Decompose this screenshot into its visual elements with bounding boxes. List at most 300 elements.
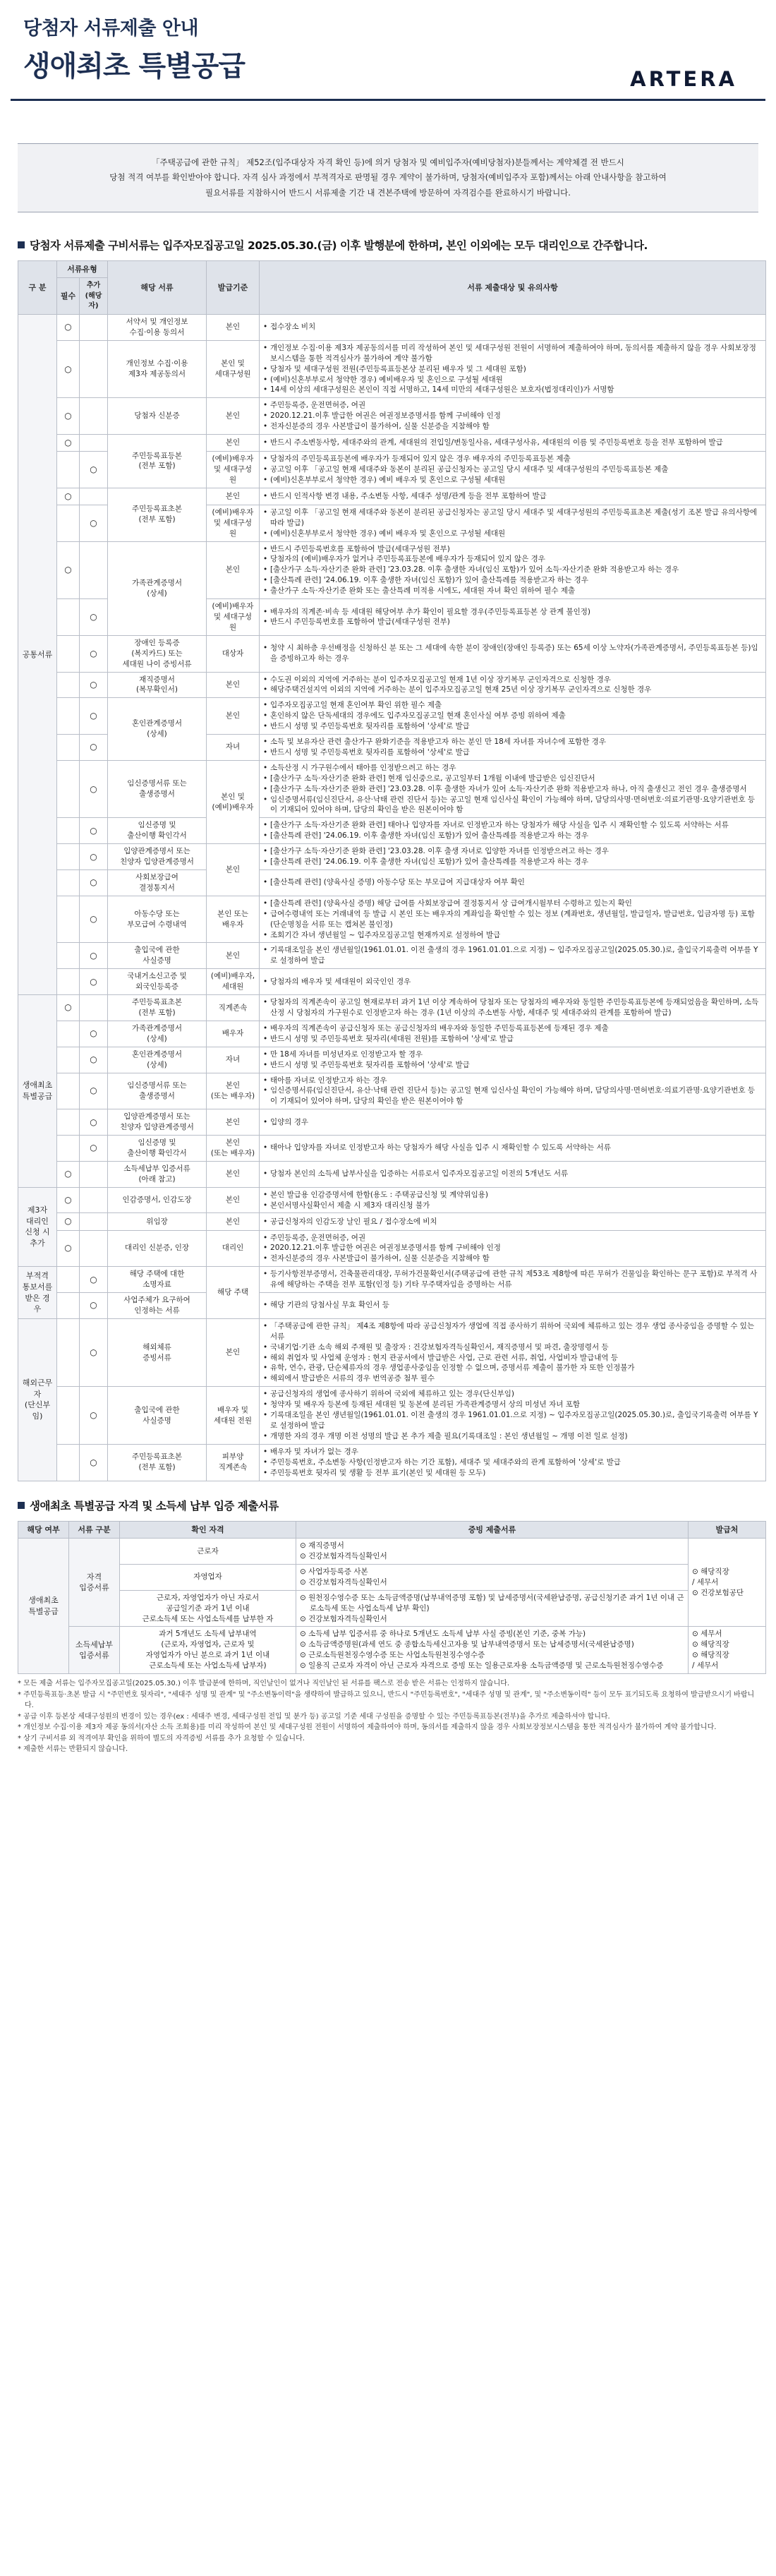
required-mark — [57, 896, 80, 943]
detail-cell — [260, 1187, 766, 1213]
detail-item: • 태아를 자녀로 인정받고자 하는 경우 — [263, 1076, 762, 1086]
detail-list — [263, 544, 762, 597]
detail-item: • [출산가구 소득·자산기준 완화 관련] '23.03.28. 이후 출생 자녀로 입양한 자녀를 인정받으려고 하는 경우 — [263, 846, 762, 857]
required-mark — [57, 672, 80, 698]
detail-item: • 접수장소 비치 — [263, 322, 762, 332]
document-name: 가족관계증명서 (상세) — [108, 541, 207, 635]
category-cell: 부적격 통보서를 받은 경우 — [18, 1267, 57, 1319]
document-name: 출입국에 관한 사실증명 — [108, 943, 207, 969]
document-name: 임신증명 및 출산이행 확인각서 — [108, 1136, 207, 1162]
detail-cell — [260, 541, 766, 599]
detail-item: • 해외 취업자 및 사업체 운영자 : 현지 관공서에서 발급받은 사업, 근로 관련 서류, 취업, 사업비자 발급내역 등 — [263, 1353, 762, 1364]
required-mark: ○ — [57, 314, 80, 340]
detail-list — [263, 1447, 762, 1479]
detail-list — [263, 820, 762, 841]
docs-item: ⊙ 일용직 근로자 자격이 아닌 근로자 자격으로 증빙 또는 일용근로자용 소득금액증명 및 근로소득원천징수영수증 — [300, 1661, 664, 1671]
detail-cell — [260, 1161, 766, 1187]
detail-list — [263, 322, 762, 332]
table-row — [18, 1318, 766, 1386]
document-name: 가족관계증명서 (상세) — [108, 1021, 207, 1047]
required-mark — [57, 969, 80, 995]
issue-basis: 대상자 — [207, 635, 260, 672]
additional-mark: ○ — [80, 760, 108, 818]
detail-list — [263, 643, 762, 664]
additional-mark: ○ — [80, 735, 108, 761]
detail-cell — [260, 1267, 766, 1293]
document-name: 혼인관계증명서 (상세) — [108, 1047, 207, 1073]
table-row — [18, 1387, 766, 1445]
table-row — [18, 870, 766, 896]
issue-basis: 본인 또는 배우자 — [207, 896, 260, 943]
additional-mark: ○ — [80, 672, 108, 698]
docs-cell — [296, 1590, 689, 1627]
additional-mark: ○ — [80, 1293, 108, 1319]
detail-item: • 국내기업·기관 소속 해외 주재원 및 출장자 : 건강보험자격득실확인서, 재직증명서 및 파견, 출장명령서 등 — [263, 1342, 762, 1353]
footnote: * 모든 제출 서류는 입주자모집공고일(2025.05.30.) 이후 발급분에 한하며, 직인날인이 없거나 직인날인 된 서류를 팩스로 전송 받은 서류는 인정하지 않습니다. — [18, 1680, 510, 1688]
issue-basis: 본인 및 (예비)배우자 — [207, 760, 260, 843]
detail-item: • 반드시 성명 및 주민등록번호 뒷자리를 포함하여 '상세'로 발급 — [263, 747, 762, 758]
table-row — [18, 1564, 766, 1590]
notice-line: 당첨 적격 여부를 확인받아야 합니다. 자격 심사 과정에서 부적격자로 판명될 경우 계약이 불가하며, 당첨자(예비입주자 포함)께서는 아래 안내사항을 참고하여 — [109, 172, 667, 183]
detail-cell — [260, 760, 766, 818]
detail-item: • 주민등록증, 운전면허증, 여권 — [263, 1233, 762, 1244]
notice-box — [18, 143, 758, 212]
footnote: * 공급 이후 등본상 세대구성원의 변경이 있는 경우(ex : 세대주 변경, 세대구성원 전입 및 분가 등) 공고일 기준 세대 구성원을 증명할 수 있는 주민등록표등본(전부)을 추가로 제출하셔야 합니다. — [18, 1712, 610, 1721]
detail-item: • 기록대조일을 본인 생년월일(1961.01.01. 이전 출생의 경우 1961.01.01.으로 지정) ~ 입주자모집공고일(2025.05.30.)로, 출입국기록출력 여부를 Y로 설정하여 발급 — [263, 945, 762, 966]
detail-item: • [출산특례 관련] '24.06.19. 이후 출생한 자녀(임신 포함)가 있어 출산특례를 적용받고자 하는 경우 — [263, 575, 762, 586]
required-mark — [57, 1021, 80, 1047]
document-name: 아동수당 또는 부모급여 수령내역 — [108, 896, 207, 943]
issue-basis: (예비)배우자 및 세대구성원 — [207, 599, 260, 636]
detail-item: • 공급신청자의 인감도장 날인 필요 / 접수장소에 비치 — [263, 1217, 762, 1227]
required-mark: ○ — [57, 1230, 80, 1267]
detail-cell — [260, 896, 766, 943]
issue-basis: 본인 및 세대구성원 — [207, 340, 260, 398]
footnote: * 개인정보 수집·이용 제3자 제공 동의서(자산 소득 조회용)를 미리 작성하여 본인 및 세대구성원 전원이 서명하여 제출하여야 하며, 동의서를 제출하지 않을 경우 사회보장정보시스템을 통한 적격심사가 불가하여 계약 불가합니다. — [18, 1723, 717, 1732]
page-title: 생애최초 특별공급 — [23, 50, 245, 83]
required-mark — [57, 1109, 80, 1136]
document-name: 임신증명서류 또는 출생증명서 — [108, 760, 207, 818]
required-mark — [57, 1444, 80, 1481]
docs-item: ⊙ 건강보험자격득실확인서 — [300, 1614, 387, 1623]
table-row — [18, 1021, 766, 1047]
detail-item: • 당첨자의 직계존속이 공고일 현재로부터 과거 1년 이상 계속하여 당첨자 또는 당첨자의 배우자와 동일한 주민등록표등본에 등재되었음을 확인하며, 소득산정 시 당첨자의 가구원수로 인정받고자 하는 경우 (1년 이상의 주소변동 사항, 세대주 및 세대주와의 관계를 포함하여 발급) — [263, 997, 762, 1018]
type-cell: 생애최초 특별공급 — [18, 1539, 69, 1674]
additional-mark: ○ — [80, 943, 108, 969]
table-row — [18, 818, 766, 844]
additional-mark: ○ — [80, 1109, 108, 1136]
document-name: 사업주체가 요구하여 인정하는 서류 — [108, 1293, 207, 1319]
additional-mark: ○ — [80, 896, 108, 943]
issuer-cell — [689, 1539, 766, 1627]
document-name: 사회보장급여 결정통지서 — [108, 870, 207, 896]
table-row — [18, 672, 766, 698]
required-mark — [57, 1387, 80, 1445]
required-documents-table — [18, 260, 766, 1481]
detail-item: • [출산가구 소득·자산기준 완화 관련] '23.03.28. 이후 출생한 자녀가 있어 소득·자산기준 완화 적용받고자 하나, 아직 출생신고 전인 경우 출생증명서 — [263, 784, 762, 795]
detail-item: • 청약 시 최하층 우선배정을 신청하신 분 또는 그 세대에 속한 분이 장애인(장애인 등록증) 또는 65세 이상 노약자(가족관계증명서, 주민등록표등본 등)임을 증빙하고자 하는 경우 — [263, 643, 762, 664]
docs-list — [300, 1629, 684, 1671]
detail-item: • 공고일 이후 「공고일 현재 세대주와 동본이 분리된 공급신청자는 공고일 당시 세대주 및 세대구성원의 주민등록표초본 제출(성기 조본 발급 유의사항에 따라 발급) — [263, 507, 762, 529]
issue-basis: 본인 — [207, 488, 260, 505]
issue-basis: 자녀 — [207, 735, 260, 761]
document-name: 입양관계증명서 또는 친양자 입양관계증명서 — [108, 844, 207, 870]
detail-list — [263, 1269, 762, 1290]
detail-cell — [260, 1021, 766, 1047]
additional-mark — [80, 541, 108, 599]
detail-item: • [출산가구 소득·자산기준 완화 관련] '23.03.28. 이후 출생한 자녀(임신 포함)가 있어 소득·자산기준 완화 적용받고자 하는 경우 — [263, 565, 762, 575]
detail-list — [263, 343, 762, 396]
additional-mark: ○ — [80, 1318, 108, 1386]
issuer-item: ⊙ 해당직장 / 세무서 — [692, 1651, 729, 1671]
detail-item: • 수도권 이외의 지역에 거주하는 분이 입주자모집공고일 현재 1년 이상 장기복무 군인자격으로 신청한 경우 — [263, 675, 762, 685]
table-row — [18, 1161, 766, 1187]
detail-list — [263, 1049, 762, 1071]
detail-item: • 소득산정 시 가구원수에서 태아를 인정받으려고 하는 경우 — [263, 763, 762, 774]
issue-basis: 본인 (또는 배우자) — [207, 1073, 260, 1109]
qualification-cell: 근로자 — [120, 1539, 296, 1565]
detail-item: • (예비)신혼부부로서 청약한 경우) 예비 배우자 및 혼인으로 구성될 세대원 — [263, 529, 762, 539]
required-mark — [57, 760, 80, 818]
detail-cell — [260, 1109, 766, 1136]
detail-item: • 「주택공급에 관한 규칙」 제4조 제8항에 따라 공급신청자가 생업에 직접 종사하기 위하여 국외에 체류하고 있는 경우 생업 종사중임을 증명할 수 있는 서류 — [263, 1321, 762, 1342]
section-square-icon — [18, 241, 25, 248]
document-name: 혼인관계증명서 (상세) — [108, 698, 207, 761]
detail-item: • 14세 이상의 세대구성원은 본인이 직접 서명하고, 14세 미만의 세대구성원은 보호자(법정대리인)가 서명함 — [263, 385, 762, 395]
docs-item: ⊙ 소득세 납부 입증서류 중 하나로 5개년도 소득세 납부 사실 증빙(본인 기준, 중복 가능) — [300, 1630, 586, 1639]
detail-item: • [출산특례 관련] (양육사실 증명) 아동수당 또는 부모급여 지급대상자 여부 확인 — [263, 877, 762, 888]
issue-basis: 본인 — [207, 1318, 260, 1386]
additional-mark: ○ — [80, 452, 108, 488]
required-mark — [57, 818, 80, 844]
table-row — [18, 1293, 766, 1319]
detail-item: • 주민등록번호 뒷자리 및 생활 등 전부 표기(본인 및 세대원 등 모두) — [263, 1468, 762, 1479]
detail-item: • 공급신청자의 생업에 종사하기 위하여 국외에 체류하고 있는 경우(단신부임) — [263, 1389, 762, 1400]
detail-cell — [260, 1073, 766, 1109]
detail-item: • 임신증명서류(임신진단서, 유산·낙태 관련 진단서 등)는 공고일 현재 임신사실 확인이 가능해야 하며, 담당의사명·면허번호·의료기관명·요양기관번호 등이 기재되어 있어야 하며, 담당의 확인을 받은 원본이어야 함 — [263, 795, 762, 816]
issue-basis: 본인 — [207, 541, 260, 599]
table-row — [18, 896, 766, 943]
detail-item: • 반드시 주소변동사항, 세대주와의 관계, 세대원의 전입일/변동일사유, 세대구성사유, 세대원의 이름 및 주민등록번호 등을 전부 포함하여 발급 — [263, 438, 762, 448]
detail-cell — [260, 698, 766, 735]
table-row — [18, 1627, 766, 1674]
detail-list — [263, 1217, 762, 1227]
detail-item: • 당첨자의 주민등록표등본에 배우자가 등재되어 있지 않은 경우 배우자의 주민등록표등본 제출 — [263, 454, 762, 464]
detail-list — [263, 454, 762, 486]
additional-mark — [80, 435, 108, 452]
footnote: * 상기 구비서류 외 적격여부 확인을 위하여 별도의 자격증빙 서류를 추가 요청할 수 있습니다. — [18, 1734, 305, 1743]
kind-cell: 자격 입증서류 — [69, 1539, 120, 1627]
detail-list — [263, 491, 762, 502]
detail-cell — [260, 488, 766, 505]
category-cell: 생애최초 특별공급 — [18, 995, 57, 1188]
footnotes — [18, 1678, 758, 1755]
issue-basis: (예비)배우자, 세대원 — [207, 969, 260, 995]
required-mark — [57, 1136, 80, 1162]
detail-cell — [260, 398, 766, 435]
issue-basis: 본인 — [207, 314, 260, 340]
required-mark — [57, 599, 80, 636]
detail-item: • 만 18세 자녀를 미성년자로 인정받고자 할 경우 — [263, 1049, 762, 1060]
table-row — [18, 1109, 766, 1136]
document-name: 개인정보 수집·이용 제3자 제공동의서 — [108, 340, 207, 398]
detail-cell — [260, 314, 766, 340]
detail-cell — [260, 1136, 766, 1162]
document-name: 입양관계증명서 또는 친양자 입양관계증명서 — [108, 1109, 207, 1136]
table-row — [18, 698, 766, 735]
document-name: 임신증명 및 출산이행 확인각서 — [108, 818, 207, 844]
detail-item: • 당첨자 본인의 소득세 납부사실을 입증하는 서류로서 입주자모집공고일 이전의 5개년도 서류 — [263, 1169, 762, 1179]
table-row — [18, 541, 766, 599]
detail-cell — [260, 1047, 766, 1073]
detail-cell — [260, 1387, 766, 1445]
issue-basis: 본인 — [207, 1109, 260, 1136]
required-mark: ○ — [57, 398, 80, 435]
page-header — [11, 0, 765, 99]
required-mark — [57, 1293, 80, 1319]
detail-cell — [260, 452, 766, 488]
category-cell: 공통서류 — [18, 314, 57, 994]
detail-item: • (예비)신혼부부로서 청약한 경우) 예비배우자 및 혼인으로 구성될 세대원 — [263, 375, 762, 385]
detail-item: • [출산가구 소득·자산기준 완화 관련] 태아나 입양자를 자녀로 인정받고자 하는 당첨자가 해당 사실을 입주 시 재확인할 수 있도록 서약하는 서류 — [263, 820, 762, 831]
detail-list — [263, 1321, 762, 1384]
detail-cell — [260, 1444, 766, 1481]
table-row — [18, 314, 766, 340]
col-header-req: 필수 — [57, 278, 80, 315]
detail-item: • 반드시 성명 및 주민등록번호 뒷자리를 포함하여 '상세'로 발급 — [263, 1060, 762, 1071]
issuer-item: ⊙ 해당직장 / 세무서 — [692, 1567, 729, 1587]
qualification-cell: 과거 5개년도 소득세 납부내역 (근로자, 자영업자, 근로자 및 자영업자가 아닌 분으로 과거 1년 이내 근로소득세 또는 사업소득세 납부자) — [120, 1627, 296, 1674]
document-name: 재직증명서 (복무확인서) — [108, 672, 207, 698]
detail-cell — [260, 870, 766, 896]
detail-list — [263, 1076, 762, 1107]
table-row — [18, 635, 766, 672]
section2-title: 생애최초 특별공급 자격 및 소득세 납부 입증 제출서류 — [18, 1498, 765, 1514]
detail-item: • 반드시 주민등록번호를 포함하여 발급(세대구성원 전부) — [263, 544, 762, 555]
category-cell: 해외근무자 (단신부임) — [18, 1318, 57, 1481]
detail-list — [263, 438, 762, 448]
footnote: * 제출한 서류는 반환되지 않습니다. — [18, 1745, 128, 1754]
additional-mark: ○ — [80, 1444, 108, 1481]
docs-cell — [296, 1564, 689, 1590]
issue-basis: 대리인 — [207, 1230, 260, 1267]
required-mark — [57, 943, 80, 969]
table-row — [18, 1230, 766, 1267]
additional-mark: ○ — [80, 1387, 108, 1445]
issue-basis: 직계존속 — [207, 995, 260, 1021]
detail-item: • 주민등록증, 운전면허증, 여권 — [263, 400, 762, 411]
required-mark — [57, 870, 80, 896]
document-name: 서약서 및 개인정보 수집·이용 동의서 — [108, 314, 207, 340]
detail-list — [263, 1117, 762, 1128]
docs-cell — [296, 1539, 689, 1565]
table-row — [18, 1444, 766, 1481]
docs-item: ⊙ 사업자등록증 사본 — [300, 1567, 368, 1576]
detail-list — [263, 607, 762, 628]
detail-list — [263, 1023, 762, 1045]
docs-item: ⊙ 근로소득원천징수영수증 또는 사업소득원천징수영수증 — [300, 1651, 485, 1660]
detail-cell — [260, 1293, 766, 1319]
table-row — [18, 1187, 766, 1213]
required-mark — [57, 452, 80, 488]
required-mark — [57, 1267, 80, 1293]
section-square-icon — [18, 1502, 25, 1509]
detail-item: • 태아나 입양자를 자녀로 인정받고자 하는 당첨자가 해당 사실을 입주 시 재확인할 수 있도록 서약하는 서류 — [263, 1143, 762, 1153]
qualification-cell: 자영업자 — [120, 1564, 296, 1590]
table-row — [18, 943, 766, 969]
detail-list — [263, 700, 762, 732]
issue-basis: 본인 — [207, 1213, 260, 1230]
detail-list — [263, 877, 762, 888]
docs-list — [300, 1567, 684, 1588]
detail-item: • 반드시 성명 및 주민등록번호 뒷자리를 포함하여 '상세'로 발급 — [263, 721, 762, 732]
table-row — [18, 1073, 766, 1109]
detail-item: • 전자신분증의 경우 사본발급이 불가하여, 실물 신분증을 지참해야 함 — [263, 1253, 762, 1264]
col-header-check: 확인 자격 — [120, 1521, 296, 1539]
additional-mark — [80, 1213, 108, 1230]
detail-list — [263, 1389, 762, 1442]
additional-mark: ○ — [80, 1021, 108, 1047]
detail-item: • 입주자모집공고일 현재 혼인여부 확인 위한 필수 제출 — [263, 700, 762, 711]
issuer-item: ⊙ 해당직장 — [692, 1640, 729, 1649]
document-name: 인감증명서, 인감도장 — [108, 1187, 207, 1213]
issue-basis: 본인 — [207, 672, 260, 698]
additional-mark: ○ — [80, 698, 108, 735]
detail-list — [263, 898, 762, 941]
detail-item: • 반드시 인적사항 변경 내용, 주소변동 사항, 세대주 성명/관계 등을 전부 포함하여 발급 — [263, 491, 762, 502]
required-mark — [57, 698, 80, 735]
document-name: 주민등록표초본 (전부 포함) — [108, 1444, 207, 1481]
col-header-docs2: 증빙 제출서류 — [296, 1521, 689, 1539]
additional-mark: ○ — [80, 1136, 108, 1162]
required-mark: ○ — [57, 1161, 80, 1187]
table-row — [18, 760, 766, 818]
section1-title: 당첨자 서류제출 구비서류는 입주자모집공고일 2025.05.30.(금) 이후 발행분에 한하며, 본인 이외에는 모두 대리인으로 간주합니다. — [18, 238, 765, 253]
docs-item: ⊙ 건강보험자격득실확인서 — [300, 1577, 387, 1587]
table-row — [18, 340, 766, 398]
detail-list — [263, 507, 762, 539]
detail-item: • 유학, 연수, 관광, 단순체류자의 경우 생업종사중임을 인정할 수 없으며, 증명서류 제출이 불가한 자 또한 인정불가 — [263, 1363, 762, 1373]
income-tax-documents-table — [18, 1521, 766, 1675]
detail-item: • [출산특례 관련] (양육사실 증명) 해당 급여를 사회보장급여 결정통지서 상 급여개시월부터 수령하고 있는지 확인 — [263, 898, 762, 909]
detail-item: • 혼인하지 않은 단독세대의 경우에도 입주자모집공고일 현재 혼인사실 여부 증빙 위하여 제출 — [263, 711, 762, 721]
detail-item: • 2020.12.21.이후 발급한 여권은 여권정보증명서를 함께 구비해야 인정 — [263, 411, 762, 421]
document-name: 임신증명서류 또는 출생증명서 — [108, 1073, 207, 1109]
detail-cell — [260, 969, 766, 995]
detail-list — [263, 997, 762, 1018]
required-mark — [57, 735, 80, 761]
col-header-kind: 서류 구분 — [69, 1521, 120, 1539]
detail-item: • 공고일 이후 「공고일 현재 세대주와 동본이 분리된 공급신청자는 공고일 당시 세대주 및 세대구성원의 주민등록표등본 제출 — [263, 464, 762, 475]
detail-list — [263, 1169, 762, 1179]
detail-item: • 기록대조일을 본인 생년월일(1961.01.01. 이전 출생의 경우 1961.01.01.으로 지정) ~ 입주자모집공고일(2025.05.30.)로, 출입국기록출력 여부를 Y로 설정하여 발급 — [263, 1410, 762, 1431]
detail-item: • 전자신분증의 경우 사본발급이 불가하여, 실물 신분증을 지참해야 함 — [263, 421, 762, 432]
detail-item: • 배우자의 직계존·비속 등 세대원 해당여부 추가 확인이 필요할 경우(주민등록표등본 상 관계 불인정) — [263, 607, 762, 618]
detail-cell — [260, 735, 766, 761]
additional-mark: ○ — [80, 870, 108, 896]
required-mark: ○ — [57, 340, 80, 398]
issue-basis: 본인 — [207, 844, 260, 896]
issue-basis: 배우자 — [207, 1021, 260, 1047]
issue-basis: 본인 (또는 배우자) — [207, 1136, 260, 1162]
document-name: 국내거소신고증 및 외국인등록증 — [108, 969, 207, 995]
notice-line: 「주택공급에 관한 규칙」 제52조(입주대상자 자격 확인 등)에 의거 당첨자 및 예비입주자(예비당첨자)분들께서는 계약체결 전 반드시 — [152, 157, 624, 167]
required-mark: ○ — [57, 1187, 80, 1213]
col-header-name: 해당 서류 — [108, 260, 207, 314]
detail-item: • 청약자 및 배우자 등본에 등재된 세대원 및 동본에 분리된 가족관계증명서 상의 미성년 자녀 포함 — [263, 1400, 762, 1410]
document-name: 소득세납부 입증서류 (아래 참고) — [108, 1161, 207, 1187]
detail-item: • 본인서명사실확인서 제출 시 제3자 대리신청 불가 — [263, 1200, 762, 1211]
required-mark: ○ — [57, 435, 80, 452]
docs-cell — [296, 1627, 689, 1674]
detail-item: • 해당 기관의 당첨사실 무효 확인서 등 — [263, 1300, 762, 1311]
detail-cell — [260, 435, 766, 452]
detail-item: • 반드시 성명 및 주민등록번호 뒷자리(세대원 전원)를 포함하여 '상세'로 발급 — [263, 1034, 762, 1045]
additional-mark — [80, 340, 108, 398]
issue-basis: 배우자 및 세대원 전원 — [207, 1387, 260, 1445]
additional-mark — [80, 398, 108, 435]
detail-item: • [출산특례 관련] '24.06.19. 이후 출생한 자녀(임신 포함)가 있어 출산특례를 적용받고자 하는 경우 — [263, 831, 762, 841]
docs-item: ⊙ 소득금액증명원(과세 연도 중 종합소득세신고자용 및 납부내역증명서 또는 납세증명서(국세완납증명) — [300, 1640, 634, 1649]
col-header-docs: 서류유형 — [57, 260, 108, 278]
detail-item: • 등기사항전부증명서, 건축물관리대장, 무허가건물확인서(주택공급에 관한 규칙 제53조 제8항에 따른 무허가 건물임을 확인하는 문구 포함)로 부적격 사유에 해당하는 주택을 전부 포함(인정 등) 기타 무주택자임을 증명하는 서류 — [263, 1269, 762, 1290]
detail-cell — [260, 340, 766, 398]
table-row — [18, 435, 766, 452]
detail-cell — [260, 1318, 766, 1386]
additional-mark — [80, 1161, 108, 1187]
notice-line: 필요서류를 지참하시어 반드시 서류제출 기간 내 견본주택에 방문하여 자격검수를 완료하시기 바랍니다. — [205, 187, 571, 198]
col-header-gubun: 구 분 — [18, 260, 57, 314]
document-name: 해당 주택에 대한 소명자료 — [108, 1267, 207, 1293]
table-row — [18, 398, 766, 435]
required-mark — [57, 635, 80, 672]
issue-basis: 본인 — [207, 1161, 260, 1187]
detail-list — [263, 1233, 762, 1265]
detail-item: • 개명한 자의 경우 개명 이전 성명의 발급 본 추가 제출 필요(기록대조일 : 본인 생년월일 ~ 개명 이전 일로 설정) — [263, 1431, 762, 1442]
detail-item: • 해당주택건설지역 이외의 지역에 거주하는 분이 입주자모집공고일 현재 25년 이상 장기복무 군인자격으로 신청한 경우 — [263, 685, 762, 695]
required-mark: ○ — [57, 541, 80, 599]
detail-item: • [출산특례 관련] '24.06.19. 이후 출생한 자녀(임신 포함)가 있어 출산특례를 적용받고자 하는 경우 — [263, 857, 762, 867]
detail-cell — [260, 672, 766, 698]
detail-item: • 당첨자의 배우자 및 세대원이 외국인인 경우 — [263, 977, 762, 987]
docs-list — [300, 1541, 684, 1562]
required-mark — [57, 1073, 80, 1109]
detail-list — [263, 675, 762, 696]
col-header-basis: 발급기준 — [207, 260, 260, 314]
detail-item: • (예비)신혼부부로서 청약한 경우) 예비 배우자 및 혼인으로 구성될 세대원 — [263, 475, 762, 486]
additional-mark: ○ — [80, 1073, 108, 1109]
detail-list — [263, 737, 762, 758]
additional-mark: ○ — [80, 969, 108, 995]
page-subtitle: 당첨자 서류제출 안내 — [23, 18, 199, 40]
additional-mark: ○ — [80, 505, 108, 541]
detail-item: • 본인 발급용 인감증명서에 한함(용도 : 주택공급신청 및 계약위임용) — [263, 1190, 762, 1200]
issue-basis: (예비)배우자 및 세대구성원 — [207, 452, 260, 488]
detail-item: • 개인정보 수집·이용 제3자 제공동의서를 미리 작성하여 본인 및 세대구성원 전원이 서명하여 제출하여야 하며, 동의서를 제출하지 않을 경우 사회보장정보시스템을 통한 적격심사가 불가하여 계약 불가함 — [263, 343, 762, 364]
brand-logo: ARTERA — [630, 67, 737, 91]
detail-list — [263, 1143, 762, 1153]
document-name: 위임장 — [108, 1213, 207, 1230]
additional-mark — [80, 995, 108, 1021]
detail-item: • 당첨자의 (예비)배우자가 없거나 주민등록표등본에 배우자가 등재되어 있지 않은 경우 — [263, 554, 762, 565]
docs-item: ⊙ 원천징수영수증 또는 소득금액증명(납부내역증명 포함) 및 납세증명서(국세완납증명, 공급신청기준 과거 1년 이내 근로소득세 또는 사업소득세 납부 확인) — [300, 1593, 684, 1613]
table-row — [18, 1213, 766, 1230]
table-row — [18, 1590, 766, 1627]
additional-mark: ○ — [80, 844, 108, 870]
detail-item: • 2020.12.21.이후 발급한 여권은 여권정보증명서를 함께 구비해야 인정 — [263, 1243, 762, 1253]
detail-item: • 배우자의 직계존속이 공급신청자 또는 공급신청자의 배우자와 동일한 주민등록표등본에 등재된 경우 제출 — [263, 1023, 762, 1034]
document-name: 주민등록표등본 (전부 포함) — [108, 435, 207, 488]
